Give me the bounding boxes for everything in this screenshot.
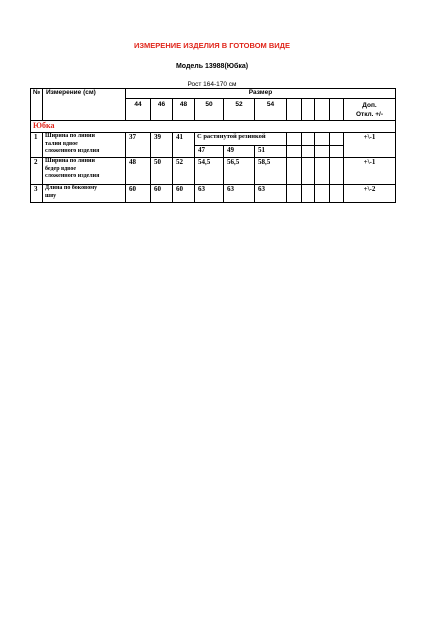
empty-cell [287, 146, 302, 158]
row-number: 2 [31, 158, 43, 185]
empty-cell [287, 158, 302, 185]
header-number: № [31, 89, 43, 121]
table-row [31, 185, 396, 203]
value-54: 58,5 [255, 158, 287, 185]
size-48: 48 [173, 99, 195, 121]
value-50: 47 [195, 146, 224, 158]
size-44: 44 [126, 99, 151, 121]
value-52: 63 [224, 185, 255, 203]
measurements-table [30, 88, 396, 203]
value-50: 54,5 [195, 158, 224, 185]
value-52: 49 [224, 146, 255, 158]
table-row [31, 158, 396, 185]
header-measurement: Измерение (см) [43, 89, 126, 121]
desc-line: Ширина по линии [45, 158, 95, 164]
empty-cell [315, 158, 330, 185]
header-tolerance [344, 99, 396, 121]
size-46: 46 [151, 99, 173, 121]
model-label: Модель 13988(Юбка) [175, 63, 249, 70]
desc-line: сложенного изделия [45, 173, 100, 179]
empty-cell [330, 185, 344, 203]
desc-line: бедер вдвое [45, 165, 77, 172]
value-52: 56,5 [224, 158, 255, 185]
empty-cell [315, 146, 330, 158]
empty-cell [315, 133, 330, 146]
value-54: 63 [255, 185, 287, 203]
desc-line: шву [45, 192, 57, 199]
value-54: 51 [255, 146, 287, 158]
section-label-skirt: Юбка [31, 121, 396, 133]
document-title: ИЗМЕРЕНИЕ ИЗДЕЛИЯ В ГОТОВОМ ВИДЕ [133, 41, 291, 50]
desc-line: талии вдвое [45, 140, 78, 147]
value-44: 60 [126, 185, 151, 203]
empty-cell [287, 133, 302, 146]
empty-size-cell [315, 99, 330, 121]
size-52: 52 [224, 99, 255, 121]
empty-cell [302, 133, 315, 146]
empty-cell [287, 185, 302, 203]
row-description [43, 185, 126, 203]
empty-cell [302, 158, 315, 185]
desc-line: Ширина по линии [45, 133, 95, 139]
empty-size-cell [302, 99, 315, 121]
value-48: 52 [173, 158, 195, 185]
value-48: 41 [173, 133, 195, 158]
value-48: 60 [173, 185, 195, 203]
desc-line: сложенного изделия [45, 148, 100, 154]
elastic-note: С растянутой резинкой [195, 133, 287, 146]
row-description [43, 158, 126, 185]
row-number: 3 [31, 185, 43, 203]
value-44: 48 [126, 158, 151, 185]
empty-size-cell [330, 99, 344, 121]
header-row-1 [31, 89, 396, 99]
empty-cell [330, 158, 344, 185]
desc-line: Длина по боковому [45, 185, 98, 191]
size-50: 50 [195, 99, 224, 121]
section-row [31, 121, 396, 133]
empty-cell [330, 133, 344, 146]
value-50: 63 [195, 185, 224, 203]
value-44: 37 [126, 133, 151, 158]
tolerance-value: +\-1 [344, 133, 396, 158]
empty-size-cell [287, 99, 302, 121]
height-label: Рост 164-170 см [187, 81, 237, 88]
header-size: Размер [126, 89, 396, 99]
header-tolerance-line-2: Откл. +/- [355, 111, 384, 118]
empty-cell [315, 185, 330, 203]
header-tolerance-line-1: Доп. [362, 102, 377, 109]
row-description [43, 133, 126, 158]
row-number: 1 [31, 133, 43, 158]
tolerance-value: +\-2 [344, 185, 396, 203]
value-46: 50 [151, 158, 173, 185]
empty-cell [302, 146, 315, 158]
value-46: 60 [151, 185, 173, 203]
empty-cell [302, 185, 315, 203]
size-54: 54 [255, 99, 287, 121]
empty-cell [330, 146, 344, 158]
tolerance-value: +\-1 [344, 158, 396, 185]
value-46: 39 [151, 133, 173, 158]
table-row [31, 133, 396, 146]
